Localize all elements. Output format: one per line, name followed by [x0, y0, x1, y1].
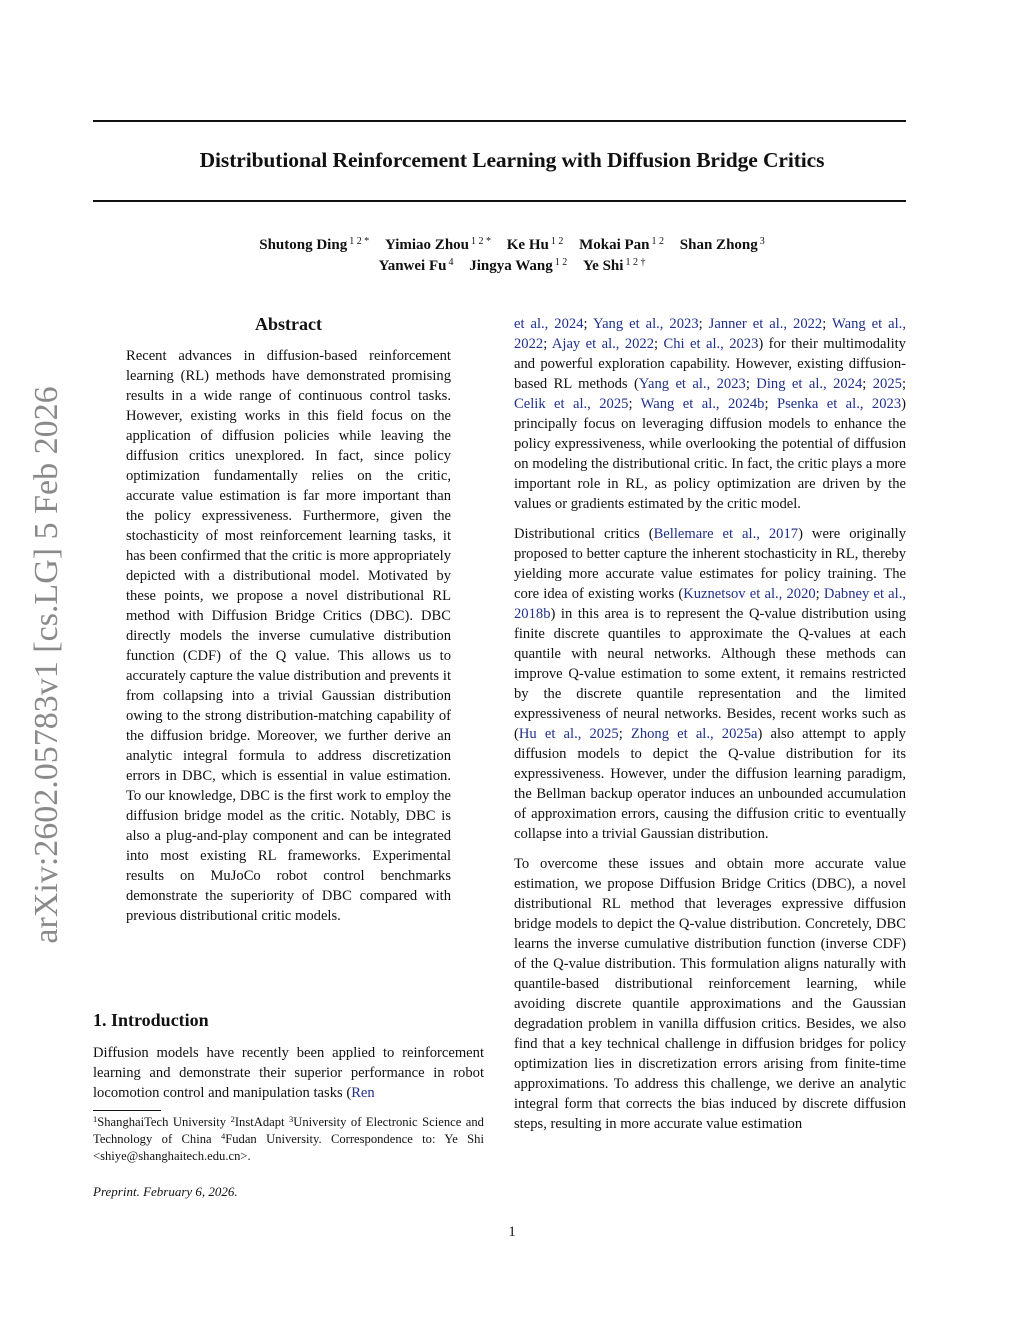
author-affiliation: 1 2 * [349, 236, 370, 247]
author: Jingya Wang $^{1 2}$ [469, 257, 568, 274]
right-column-text [514, 314, 906, 1144]
footnote-rule [93, 1110, 161, 1111]
author-affiliation: 1 2 [651, 236, 665, 247]
citation-link[interactable]: Janner et al., 2022 [708, 316, 823, 332]
author: Ke Hu $^{1 2}$ [506, 236, 564, 253]
citation-link[interactable]: Wang et al., 2024b [640, 396, 765, 412]
paragraph-text: ) were originally proposed to better capture the inherent stochasticity in RL, thereby yielding more accurate value estimates for policy training. The core idea of existing works ( [514, 526, 906, 602]
citation-link[interactable]: Chi et al., 2023 [663, 336, 759, 352]
citation-link[interactable]: Zhong et al., 2025a [630, 726, 758, 742]
bottom-rule [93, 200, 906, 202]
author-affiliation: 1 2 [554, 257, 568, 268]
page-number: 1 [508, 1224, 516, 1240]
author: Yanwei Fu $^4$ [378, 257, 454, 274]
paragraph-text: ; [815, 586, 824, 602]
footnote-affiliations: $^1$ShanghaiTech University $^2$InstAdapt $^3$University of Electronic Science and Technology of China $^4$Fudan University. Correspondence to: Ye Shi <shiye@shanghaitech.edu.cn>. [93, 1114, 484, 1163]
citation-link[interactable]: Kuznetsov et al., 2020 [683, 586, 816, 602]
citation-link[interactable]: Celik et al., 2025 [514, 396, 629, 412]
author: Mokai Pan $^{1 2}$ [579, 236, 665, 253]
paragraph-text: To overcome these issues and obtain more accurate value estimation, we propose Diffusion Bridge Critics (DBC), a novel distributional RL method that leverages expressive diffusion bridge models to depict the Q-value distribution. Concretely, DBC learns the inverse cumulative distribution function (inverse CDF) of the Q-value distribution. This formulation aligns naturally with quantile-based distributional reinforcement learning, while avoiding discrete quantile approximations and the Gaussian degradation problem in vanilla diffusion critics. Besides, we also find that a key technical challenge in diffusion bridges for policy optimization lies in discretization errors arising from finite-time approximations. To address this challenge, we derive an analytic integral form that corrects the bias induced by discrete diffusion steps, resulting in more accurate value estimation [514, 856, 906, 1132]
paragraph-text: ; [745, 376, 757, 392]
citation-link[interactable]: Dabney et al., 2018b [514, 586, 906, 622]
paragraph-text: ; [583, 316, 593, 332]
author-affiliation: 3 [759, 236, 765, 247]
author: Ye Shi $^{1 2 \dagger}$ [583, 257, 646, 274]
preprint-note: Preprint. February 6, 2026. [93, 1184, 238, 1199]
citation-link[interactable]: Ding et al., 2024 [756, 376, 863, 392]
citation-link[interactable]: Hu et al., 2025 [518, 726, 619, 742]
author: Shan Zhong $^3$ [679, 236, 765, 253]
body-paragraph [514, 524, 906, 844]
paragraph-text: ; [901, 376, 906, 392]
paragraph-text: ; [822, 316, 832, 332]
arxiv-identifier[interactable]: arXiv:2602.05783v1 [cs.LG] 5 Feb 2026 [28, 386, 65, 944]
top-rule [93, 120, 906, 122]
intro-paragraph: Diffusion models have recently been applied to reinforcement learning and demonstrate their superior performance in robot locomotion control and manipulation tasks (Ren [93, 1045, 484, 1101]
section-heading-introduction: 1. Introduction [93, 1010, 209, 1030]
citation-link[interactable]: Yang et al., 2023 [593, 316, 699, 332]
paragraph-text: ; [698, 316, 709, 332]
author-row-2 [60, 256, 964, 277]
body-paragraph [514, 854, 906, 1134]
author-row-1 [60, 235, 964, 256]
citation-link[interactable]: Psenka et al., 2023 [776, 396, 902, 412]
abstract-text: Recent advances in diffusion-based reinforcement learning (RL) methods have demonstrated promising results in a wide range of continuous control tasks. However, existing works in this field focus on the application of diffusion policies while leaving the diffusion critics unexplored. In fact, since policy optimization fundamentally relies on the critic, accurate value estimation is far more important than the policy expressiveness. Furthermore, given the stochasticity of most reinforcement learning tasks, it has been confirmed that the critic is more appropriately depicted with a distributional model. Motivated by these points, we propose a novel distributional RL method with Diffusion Bridge Critics (DBC). DBC directly models the inverse cumulative distribution function (CDF) of the Q value. This allows us to accurately capture the value distribution and prevents it from collapsing into a trivial Gaussian distribution owing to the strong distribution-matching capability of the diffusion bridge. Moreover, we further derive an analytic integral formula to address discretization errors in DBC, which is essential in value estimation. To our knowledge, DBC is the first work to employ the diffusion bridge model as the critic. Notably, DBC is also a plug-and-play component and can be integrated into most existing RL frameworks. Experimental results on MuJoCo robot control benchmarks demonstrate the superiority of DBC compared with previous distributional critic models. [126, 348, 451, 924]
citation-link[interactable]: Ren [351, 1085, 375, 1101]
citation-link[interactable]: et al., 2024 [514, 316, 584, 332]
paragraph-text: ; [543, 336, 552, 352]
paragraph-text: ; [862, 376, 873, 392]
paragraph-text: ; [764, 396, 777, 412]
citation-link[interactable]: 2025 [872, 376, 902, 392]
paragraph-text: ; [618, 726, 631, 742]
paper-title: Distributional Reinforcement Learning with Diffusion Bridge Critics [199, 148, 825, 172]
paragraph-text: ; [654, 336, 664, 352]
paragraph-text: ; [628, 396, 641, 412]
citation-link[interactable]: Yang et al., 2023 [638, 376, 746, 392]
author-affiliation: 1 2 † [625, 257, 646, 268]
citation-link[interactable]: Bellemare et al., 2017 [653, 526, 799, 542]
author-affiliation: 1 2 * [471, 236, 491, 247]
paragraph-text: ) in this area is to represent the Q-value distribution using finite discrete quantiles to approximate the Q-values at each quantile with neural networks. Although these methods can improve Q-value estimation to some extent, it remains restricted by the discrete quantile representation and the limited expressiveness of neural networks. Besides, recent works such as ( [514, 606, 906, 742]
citation-link[interactable]: Ajay et al., 2022 [551, 336, 655, 352]
paragraph-text: Distributional critics ( [514, 526, 654, 542]
author-affiliation: 4 [448, 257, 454, 268]
paragraph-text: ) principally focus on leveraging diffusion models to enhance the policy expressiveness, while overlooking the potential of diffusion on modeling the distributional critic. In fact, the critic plays a more important role in RL, as policy optimization are driven by the values or gradients estimated by the critic model. [514, 396, 906, 512]
abstract-heading: Abstract [255, 314, 322, 334]
citation-link[interactable]: Wang et al., 2022 [514, 316, 906, 352]
author-affiliation: 1 2 [550, 236, 564, 247]
paragraph-text: ) for their multimodality and powerful exploration capability. However, existing diffusion-based RL methods ( [514, 336, 906, 392]
author: Shutong Ding $^{1 2 *}$ [259, 236, 370, 253]
author-list [60, 235, 964, 277]
paragraph-text: ) also attempt to apply diffusion models to depict the Q-value distribution for its expressiveness. However, under the diffusion learning paradigm, the Bellman backup operator induces an unbounded accumulation of approximation errors, causing the diffusion critic to eventually collapse into a trivial Gaussian distribution. [514, 726, 906, 842]
body-paragraph [514, 314, 906, 514]
author: Yimiao Zhou $^{1 2 *}$ [384, 236, 491, 253]
